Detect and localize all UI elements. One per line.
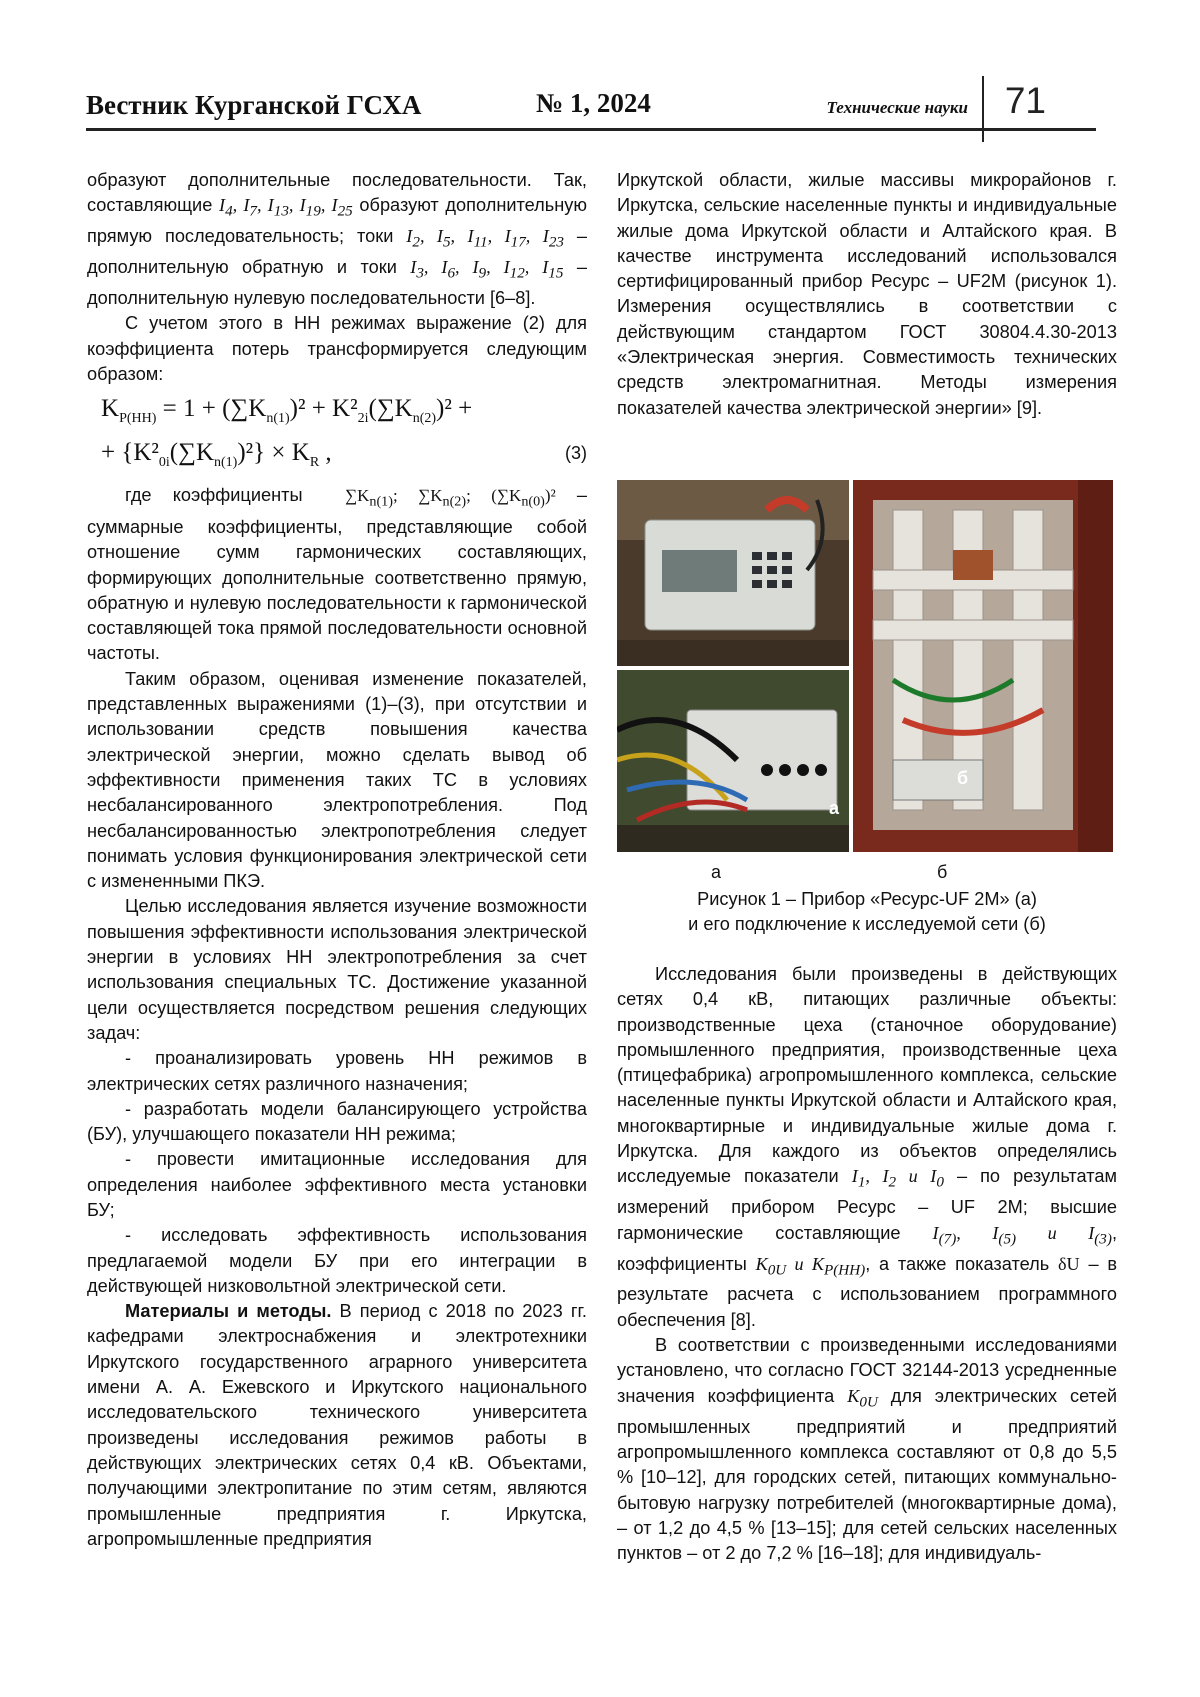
methods-heading: Материалы и методы. <box>125 1301 332 1322</box>
paragraph-objects: Иркутской области, жилые массивы микрорайонов г. Иркутска, сельские населенные пункты и индивидуальные жилые дома Иркутской области и Алтайского края. В качестве инструмента исследований использовался сертифицированный прибор Ресурс – UF2M (рисунок 1). Измерения осуществлялись в соответствии с действующим стандартом ГОСТ 30804.4.30-2013 «Электрическая энергия. Совместимость технических средств электромагнитная. Методы измерения показателей качества электрической энергии» [9]. <box>617 170 1117 418</box>
formula-number: (3) <box>565 443 587 464</box>
sublabel-b: б <box>937 862 948 882</box>
photo-device-connected <box>617 670 849 852</box>
header-divider <box>982 76 984 142</box>
journal-title: Вестник Курганской ГСХА <box>86 90 422 120</box>
paragraph-expression: С учетом этого в НН режимах выражение (2) для коэффициента потерь трансформируется следующим образом: <box>87 313 587 384</box>
issue-number: № 1, 2024 <box>536 88 651 118</box>
left-column <box>87 168 587 1552</box>
figure-sublabels <box>617 862 1113 886</box>
task-item-4: - исследовать эффективность использования предлагаемой модели БУ при его интеграции в действующей низковольтной электрической сети. <box>87 1225 587 1296</box>
photo-label-b: б <box>957 768 969 788</box>
figure-1 <box>617 480 1113 852</box>
section-title: Технические науки <box>826 98 968 117</box>
formula-line-1: $K_{P(HH)} = 1 + (\sum K_{n(1)})^2 + K^2_{2i}(\sum K_{n(2)})^2$ + <box>101 395 473 427</box>
photo-cabinet-b <box>853 480 1113 852</box>
task-item-3: - провести имитационные исследования для определения наиболее эффективного места установки БУ; <box>87 1149 587 1220</box>
paragraph-goal: Целью исследования является изучение возможности повышения эффективности использования электрической энергии в условиях НН электропотребления за счет использования специальных ТС. Достижение указанной цели осуществляется посредством решения следующих задач: <box>87 896 587 1043</box>
paragraph-research: Исследования были произведены в действующих сетях 0,4 кВ, питающих различные объекты: производственные цеха (станочное оборудование) промышленного предприятия, производственные цеха (птицефабрика) агропромышленного комплекса, сельские населенные пункты Иркутской области и Алтайского края, многоквартирные и индивидуальные жилые дома г. Иркутска. Для каждого из объектов определялись исследуемые показатели $I_1$, $I_2$ и $I_0$ – по результатам измерений прибором Ресурс – UF 2M; высшие гармонические составляющие $I_{(7)}$, $I_{(5)}$ и $I_{(3)}$, коэффициенты $K_{0U}$ и $K_{P(HH)}$, а также показатель δU – в результате расчета с использованием программного обеспечения [8]. <box>617 964 1117 1330</box>
formula-line-2: + $\{K^2_{0i}(\sum K_{n(1)})^2\} \times K_R$ , (3) <box>87 431 587 475</box>
paragraph-results: В соответствии с произведенными исследованиями установлено, что согласно ГОСТ 32144-2013 усредненные значения коэффициента $K_{0U}$ для электрических сетей промышленных предприятий и предприятий агропромышленного комплекса составляют от 0,8 до 5,5 % [10–12], для городских сетей, питающих коммунально-бытовую нагрузку потребителей (многоквартирные дома), – от 1,2 до 4,5 % [13–15]; для сетей сельских населенных пунктов – от 2 до 7,2 % [16–18]; для индивидуаль- <box>617 1335 1118 1564</box>
photo-device-a <box>617 480 849 666</box>
task-item-2: - разработать модели балансирующего устройства (БУ), улучшающего показатели НН режима; <box>87 1098 587 1145</box>
figure-caption: Рисунок 1 – Прибор «Ресурс-UF 2M» (а) и его подключение к исследуемой сети (б) <box>688 889 1046 934</box>
right-column-bottom <box>617 962 1117 1566</box>
page-number: 71 <box>1004 80 1046 121</box>
right-column-top <box>617 168 1117 421</box>
task-item-1: - проанализировать уровень НН режимов в электрических сетях различного назначения; <box>87 1048 587 1094</box>
sublabel-a: а <box>711 862 722 882</box>
paragraph-sequences: образуют дополнительные последовательности. Так, составляющие $I_4$, $I_7$, $I_{13}$, $I_{19}$, $I_{25}$ образуют дополнительную прямую последовательность; токи $I_2$, $I_5$, $I_{11}$, $I_{17}$, $I_{23}$ – дополнительную обратную и токи $I_3$, $I_6$, $I_9$, $I_{12}$, $I_{15}$ – дополнительную нулевую последовательности [6–8]. <box>87 170 588 309</box>
running-header <box>86 80 1096 131</box>
photo-label-a: а <box>829 798 840 818</box>
paragraph-conclusion: Таким образом, оценивая изменение показателей, представленных выражениями (1)–(3), при отсутствии и использовании средств повышения качества электрической энергии, можно сделать вывод об эффективности применения таких ТС в условиях несбалансированного электропотребления. Под несбалансированностью электропотребления следует понимать условия функционирования электрической сети с измененными ПКЭ. <box>87 668 587 892</box>
paragraph-methods: Материалы и методы. В период с 2018 по 2023 гг. кафедрами электроснабжения и электротехники Иркутского государственного аграрного университета имени А. А. Ежевского и Иркутского национального исследовательского технического университета произведены исследования режимов работы в действующих электрических сетях 0,4 кВ. Объектами, получающими электропитание по этим сетям, являются промышленные предприятия г. Иркутска, агропромышленные предприятия <box>87 1301 587 1549</box>
paragraph-coefficients: где коэффициенты $\sum K_{n(1)}$; $\sum K_{n(2)}$; $(\sum K_{n(0)})^2$ – суммарные коэффициенты, представляющие собой отношение сумм гармонических составляющих, формирующих дополнительные соответственно прямую, обратную и нулевую последовательности к гармонической составляющей тока прямой последовательности основной частоты. <box>87 485 588 664</box>
